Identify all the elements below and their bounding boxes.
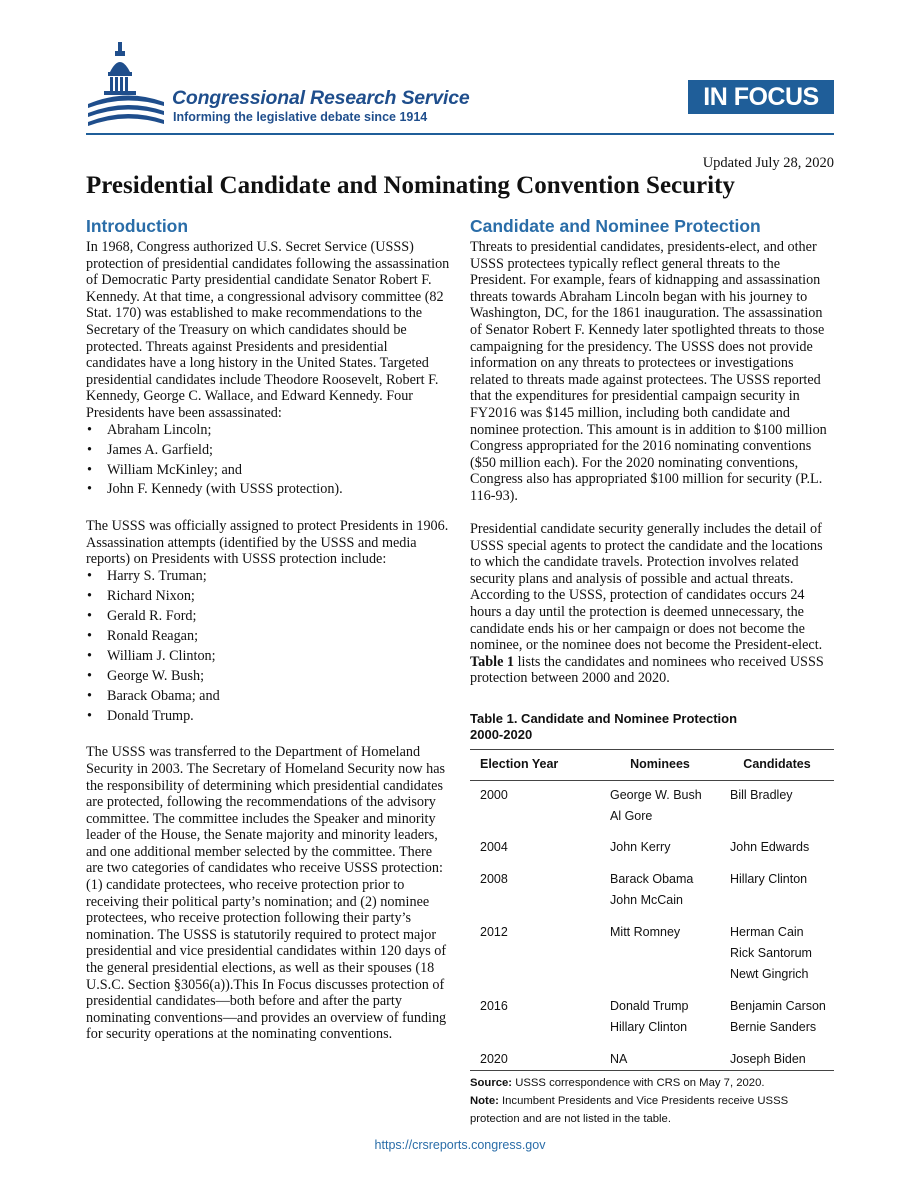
paragraph-text: Presidential candidate security generally includes the detail of USSS special agents to protect the candidate and the locations to which the candidate travels. Protection involves related security plans and analysis of possible and actual threats. According to the USSS, protection of candidates occurs 24 hours a day until the protection is deemed unnecessary, the candidate ends his or her campaign or does not become the nominee, or the nominee does not become the President-elect. [470, 521, 823, 654]
table-caption-line-2: 2000-2020 [470, 727, 533, 743]
introduction-paragraph-3: The USSS was transferred to the Department of Homeland Security in 2003. The Secretary of Homeland Security now has the responsibility of determining which presidential candidates are protected, following the recommendations of the advisory committee. The committee includes the Speaker and minority leader of the House, the Senate majority and minority leaders, and one additional member selected by the committee. There are two categories of candidates who receive USSS protection: (1) candidate protectees, who receive protection prior to receiving their political party’s nomination; and (2) nominee protectees, who receive protection following their party’s nomination. The USSS is statutorily required to protect major presidential and vice presidential candidates within 120 days of the general presidential elections, as well as their spouses (18 U.S.C. Section §3056(a)).This In Focus discusses protection of presidential candidates—both before and after the party nominating conventions—and provides an overview of funding for security operations at the nominating conventions. [86, 744, 447, 1043]
cell-nominees [600, 831, 720, 862]
candidate-name: Rick Santorum [730, 946, 812, 961]
nominee-name: John McCain [610, 893, 683, 908]
list-item: • John F. Kennedy (with USSS protection). [86, 481, 450, 498]
introduction-paragraph-1: In 1968, Congress authorized U.S. Secret Service (USSS) protection of presidential candidates following the assassination of Democratic Party presidential candidate Senator Robert F. Kennedy. At that time, a congressional advisory committee (82 Stat. 170) was established to make recommendations to the Secretary of the Treasury on which candidates should be protected. Threats against Presidents and presidential candidates have a long history in the United States. Targeted presidential candidates include Theodore Roosevelt, Robert F. Kennedy, George C. Wallace, and Edward Kennedy. Four Presidents have been assassinated: [86, 239, 450, 421]
cell-nominees [600, 916, 720, 990]
header-divider [86, 133, 834, 135]
column-header-candidates: Candidates [720, 750, 834, 781]
protection-paragraph-2 [470, 521, 835, 687]
page-title: Presidential Candidate and Nominating Convention Security [86, 172, 735, 199]
protection-paragraph-1: Threats to presidential candidates, presidents-elect, and other USSS protectees typically reflect general threats to the President. For example, fears of kidnapping and assassination threats towards Abraham Lincoln began with his journey to Washington, DC, for the 1861 inauguration. The assassination of Senator Robert F. Kennedy later spotlighted threats to those campaigning for the presidency. The USSS does not provide information on any threats to protectees or investigations related to threats made against protectees. The USSS reported that the expenditures for presidential campaign security in FY2016 was $145 million, including both candidate and nominee protection. This amount is in addition to $100 million Congress appropriated for the 2016 nominating conventions ($50 million each). For the 2020 nominating conventions, Congress also has appropriated $100 million for security (P.L. 116-93). [470, 239, 827, 504]
candidate-name: Newt Gingrich [730, 967, 809, 982]
table-caption [470, 711, 835, 743]
protection-heading: Candidate and Nominee Protection [470, 216, 761, 236]
spacer [470, 505, 835, 522]
in-focus-badge: IN FOCUS [688, 80, 834, 114]
list-item: • Barack Obama; and [86, 688, 450, 705]
nominee-name: John Kerry [610, 840, 671, 855]
table-row [470, 831, 834, 862]
table-row [470, 780, 834, 831]
nominee-name: Donald Trump [610, 998, 689, 1013]
list-item: • Gerald R. Ford; [86, 608, 450, 625]
candidate-name: Benjamin Carson [730, 998, 826, 1013]
table-row [470, 990, 834, 1043]
cell-election-year: 2020 [470, 1043, 600, 1071]
org-name: Congressional Research Service [172, 87, 470, 109]
table-row [470, 1043, 834, 1071]
candidate-name: Bernie Sanders [730, 1020, 817, 1035]
table-reference: Table 1 [470, 653, 515, 670]
spacer [86, 501, 450, 518]
source-label: Source: [470, 1077, 513, 1090]
cell-nominees [600, 1043, 720, 1071]
column-header-year: Election Year [470, 750, 600, 781]
nominee-name: George W. Bush [610, 787, 702, 802]
capitol-dome-logo-icon [86, 42, 166, 132]
cell-candidates [720, 990, 834, 1043]
list-item: • William J. Clinton; [86, 648, 450, 665]
column-header-nominees: Nominees [600, 750, 720, 781]
candidate-name: John Edwards [730, 840, 810, 855]
list-item: • Harry S. Truman; [86, 568, 450, 585]
nominee-name: Mitt Romney [610, 924, 681, 939]
candidate-name: Bill Bradley [730, 787, 793, 802]
assassinated-presidents-list [86, 422, 450, 499]
table-note [470, 1092, 835, 1128]
list-item: • William McKinley; and [86, 462, 450, 479]
cell-election-year: 2008 [480, 871, 508, 886]
cell-election-year: 2004 [480, 840, 508, 855]
assassination-attempts-list [86, 568, 450, 724]
note-text: Incumbent Presidents and Vice Presidents receive USSS protection and are not listed in the table. [470, 1095, 789, 1126]
right-column [470, 216, 835, 1128]
note-label: Note: [470, 1095, 499, 1108]
cell-candidates [720, 780, 834, 831]
list-item: • James A. Garfield; [86, 442, 450, 459]
nominee-name: Al Gore [610, 809, 653, 824]
cell-election-year: 2016 [480, 998, 508, 1013]
protection-table [470, 749, 834, 1071]
list-item: • Abraham Lincoln; [86, 422, 450, 439]
updated-date: Updated July 28, 2020 [702, 155, 834, 171]
spacer [86, 728, 450, 745]
cell-candidates [720, 916, 834, 990]
table-source [470, 1074, 835, 1092]
nominee-name: Hillary Clinton [610, 1020, 688, 1035]
table-header-row [470, 750, 834, 781]
nominee-name: NA [610, 1051, 628, 1066]
left-column [86, 216, 450, 1043]
cell-candidates [720, 863, 834, 916]
cell-nominees [600, 780, 720, 831]
list-item: • Ronald Reagan; [86, 628, 450, 645]
spacer [470, 687, 835, 711]
cell-candidates [720, 1043, 834, 1071]
list-item: • George W. Bush; [86, 668, 450, 685]
source-text: USSS correspondence with CRS on May 7, 2020. [512, 1077, 765, 1090]
cell-nominees [600, 863, 720, 916]
org-tagline: Informing the legislative debate since 1914 [173, 110, 428, 124]
nominee-name: Barack Obama [610, 871, 694, 886]
list-item: • Richard Nixon; [86, 588, 450, 605]
list-item: • Donald Trump. [86, 708, 450, 725]
paragraph-text: lists the candidates and nominees who received USSS protection between 2000 and 2020. [470, 653, 824, 687]
table-notes [470, 1074, 835, 1128]
table-caption-line-1: Table 1. Candidate and Nominee Protection [470, 711, 738, 727]
footer-link[interactable]: https://crsreports.congress.gov [374, 1138, 546, 1152]
cell-election-year: 2012 [480, 924, 508, 939]
cell-candidates [720, 831, 834, 862]
candidate-name: Herman Cain [730, 924, 804, 939]
candidate-name: Hillary Clinton [730, 871, 808, 886]
table-row [470, 916, 834, 990]
candidate-name: Joseph Biden [730, 1051, 806, 1066]
introduction-heading: Introduction [86, 216, 189, 236]
cell-nominees [600, 990, 720, 1043]
report-header [86, 38, 834, 136]
table-row [470, 863, 834, 916]
introduction-paragraph-2: The USSS was officially assigned to protect Presidents in 1906. Assassination attempts (identified by the USSS and media reports) on Presidents with USSS protection include: [86, 518, 449, 568]
cell-election-year: 2000 [480, 787, 508, 802]
